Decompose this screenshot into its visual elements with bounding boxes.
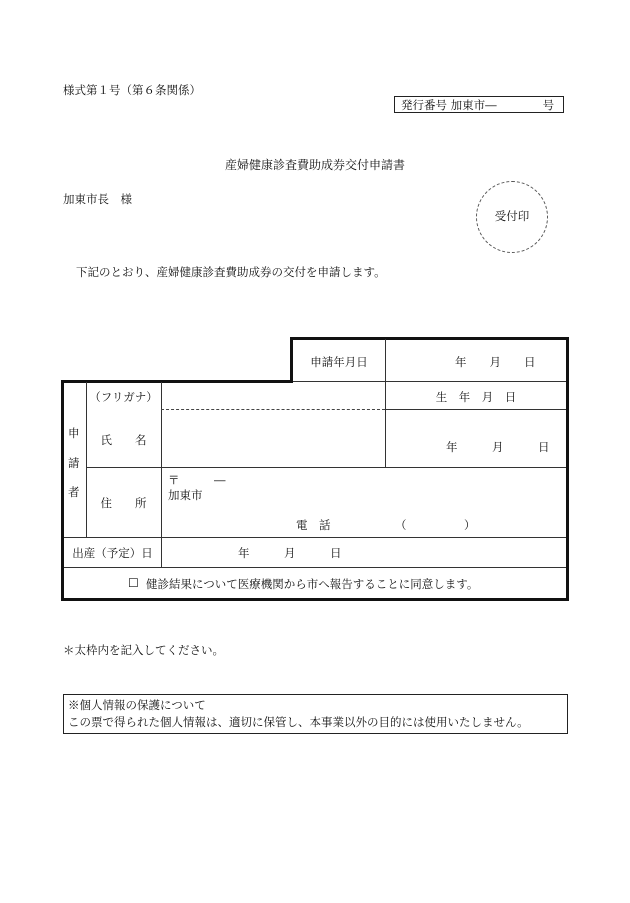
birth-date-label: 生 年 月 日 — [435, 390, 517, 404]
applicant-char-3: 者 — [68, 485, 80, 499]
application-date-label: 申請年月日 — [310, 355, 368, 369]
intro-text: 下記のとおり、産婦健康診査費助成券の交付を申請します。 — [76, 265, 386, 279]
address-label: 住 所 — [100, 496, 147, 510]
privacy-heading: ※個人情報の保護について — [68, 698, 206, 712]
phone-label: 電 話 — [296, 518, 331, 532]
name-field[interactable] — [162, 410, 384, 466]
furigana-label: （フリガナ） — [89, 390, 158, 404]
issue-number-box: 発行番号 加東市― 号 — [394, 96, 564, 113]
fill-note: ＊太枠内を記入してください。 — [63, 643, 224, 657]
privacy-body: この票で得られた個人情報は、適切に保管し、本事業以外の目的には使用いたしません。 — [68, 715, 529, 729]
applicant-char-2: 請 — [68, 456, 80, 470]
phone-field[interactable]: （ ） — [395, 518, 476, 532]
consent-text: 健診結果について医療機関から市へ報告することに同意します。 — [146, 577, 479, 591]
address-city: 加東市 — [168, 488, 203, 502]
delivery-date-field[interactable]: 年 月 日 — [238, 546, 342, 560]
delivery-date-label: 出産（予定）日 — [72, 546, 153, 560]
addressee: 加東市長 様 — [63, 192, 132, 206]
applicant-char-1: 申 — [68, 426, 80, 440]
birth-date-field[interactable]: 年 月 日 — [446, 440, 550, 454]
name-label: 氏 名 — [100, 433, 147, 447]
consent-checkbox[interactable]: ☐ — [128, 576, 139, 590]
form-number: 様式第１号（第６条関係） — [63, 83, 201, 97]
stamp-label: 受付印 — [494, 209, 530, 223]
furigana-field[interactable] — [162, 383, 384, 408]
page-title: 産婦健康診査費助成券交付申請書 — [224, 158, 405, 172]
application-date-field[interactable]: 年 月 日 — [455, 355, 536, 369]
postal-code-field[interactable]: 〒 ― — [168, 473, 226, 487]
